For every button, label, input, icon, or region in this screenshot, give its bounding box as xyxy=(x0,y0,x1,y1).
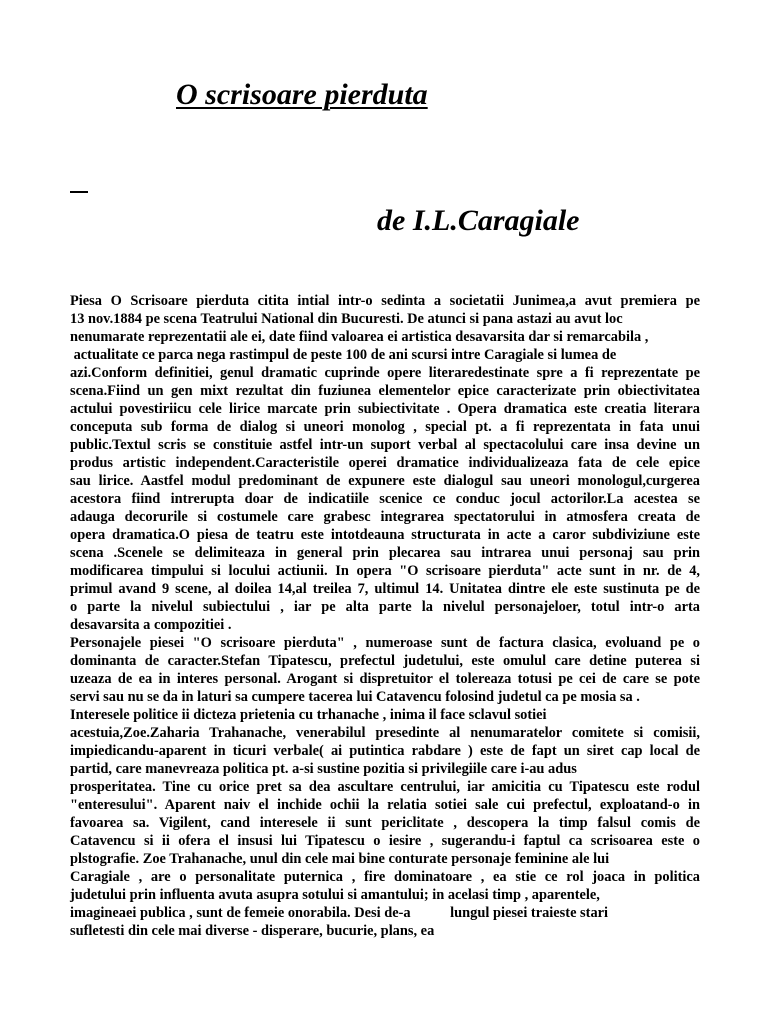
text-line: Catavencu si ii ofera el insusi lui Tipatescu o iesire , sugerandu-i faptul ca scrisoarea este o xyxy=(70,833,700,849)
text-line: acestuia,Zoe.Zaharia Trahanache, venerabilul presedinte al nenumaratelor comitete si comisii, xyxy=(70,725,700,741)
text-line: uzeaza de ea in interes personal. Arogant si dispretuitor el tolereaza totusi pe cei de care se pote xyxy=(70,671,700,687)
text-line: Personajele piesei "O scrisoare pierduta" , numeroase sunt de factura clasica, evoluand pe o xyxy=(70,635,700,651)
text-line: imagineaei publica , sunt de femeie onorabila. Desi de-a lungul piesei traieste stari xyxy=(70,905,609,921)
text-line: servi sau nu se da in laturi sa cumpere tacerea lui Catavencu folosind judetul ca pe mosia sa . xyxy=(70,689,640,705)
text-line: sufletesti din cele mai diverse - disperare, bucurie, plans, ea xyxy=(70,923,435,939)
text-line: nenumarate reprezentatii ale ei, date fiind valoarea ei artistica desavarsita dar si remarcabila , xyxy=(70,329,649,345)
text-line: produs artistic independent.Caracteristile operei dramatice individualizeaza fata de cele epice xyxy=(70,455,700,471)
text-line: 13 nov.1884 pe scena Teatrului National din Bucuresti. De atunci si pana astazi au avut loc xyxy=(70,311,623,327)
document-title: O scrisoare pierduta xyxy=(176,78,428,111)
dash-mark xyxy=(70,191,88,193)
text-line: Piesa O Scrisoare pierduta citita intial intr-o sedinta a societatii Junimea,a avut premiera pe xyxy=(70,293,700,309)
text-line: azi.Conform definitiei, genul dramatic cuprinde opere literaredestinate spre a fi reprezentate pe xyxy=(70,365,700,381)
text-line: adauga decorurile si costumele care grabesc integrarea spectatorului in atmosfera creata de xyxy=(70,509,700,525)
text-line: scena.Fiind un gen mixt rezultat din fuziunea elementelor epice caracterizate prin obiectivitatea xyxy=(70,383,700,399)
text-line: scena .Scenele se delimiteaza in general prin plecarea sau intrarea unui personaj sau prin xyxy=(70,545,700,561)
text-line: "enteresului". Aparent naiv el inchide ochii la relatia sotiei sale cui prefectul, exploatand-o in xyxy=(70,797,700,813)
text-line: partid, care manevreaza politica pt. a-si sustine pozitia si privilegiile care i-au adus xyxy=(70,761,577,777)
text-line: desavarsita a compozitiei . xyxy=(70,617,232,633)
text-line: actualitate ce parca nega rastimpul de peste 100 de ani scursi intre Caragiale si lumea de xyxy=(70,347,617,363)
text-line: o parte la nivelul subiectului , iar pe alta parte la nivelul personajeloer, totul intr-o arta xyxy=(70,599,700,615)
text-line: Caragiale , are o personalitate puternica , fire dominatoare , ea stie ce rol joaca in politica xyxy=(70,869,700,885)
text-line: Interesele politice ii dicteza prietenia cu trhanache , inima il face sclavul sotiei xyxy=(70,707,547,723)
text-line: primul avand 9 scene, al doilea 14,al treilea 7, ultimul 14. Unitatea dintre ele este sustinuta pe de xyxy=(70,581,700,597)
text-line: plstografie. Zoe Trahanache, unul din cele mai bine conturate personaje feminine ale lui xyxy=(70,851,610,867)
text-line: public.Textul scris se constituie astfel intr-un suport verbal al spectacolului care insa devine un xyxy=(70,437,700,453)
text-line: conceputa sub forma de dialog si uneori monolog , special pt. a fi reprezentata in fata unui xyxy=(70,419,700,435)
body-text xyxy=(70,292,700,940)
text-line: actului povestiriicu cele lirice marcate prin subiectivitate . Opera dramatica este creatia literara xyxy=(70,401,700,417)
text-line: favoarea sa. Vigilent, cand interesele ii sunt periclitate , descopera la timp falsul comis de xyxy=(70,815,700,831)
text-line: dominanta de caracter.Stefan Tipatescu, prefectul judetului, este omulul care detine puterea si xyxy=(70,653,700,669)
text-line: acestora fiind intrerupta doar de indicatiile scenice ce conduc jocul actorilor.La acestea se xyxy=(70,491,700,507)
text-line: opera dramatica.O piesa de teatru este intotdeauna structurata in acte a caror subdiviziune este xyxy=(70,527,700,543)
text-line: judetului prin influenta avuta asupra sotului si amantului; in acelasi timp , aparentele, xyxy=(70,887,600,903)
text-line: impiedicandu-aparent in ticuri verbale( ai putintica rabdare ) este de fapt un siret cap local de xyxy=(70,743,700,759)
document-author: de I.L.Caragiale xyxy=(377,204,580,237)
text-line: prosperitatea. Tine cu orice pret sa dea ascultare centrului, iar amicitia cu Tipatescu este rodul xyxy=(70,779,700,795)
text-line: modificarea timpului si locului actiunii. In opera "O scrisoare pierduta" acte sunt in nr. de 4, xyxy=(70,563,700,579)
text-line: sau lirice. Aastfel modul predominant de expunere este dialogul sau uneori monologul,curgerea xyxy=(70,473,700,489)
